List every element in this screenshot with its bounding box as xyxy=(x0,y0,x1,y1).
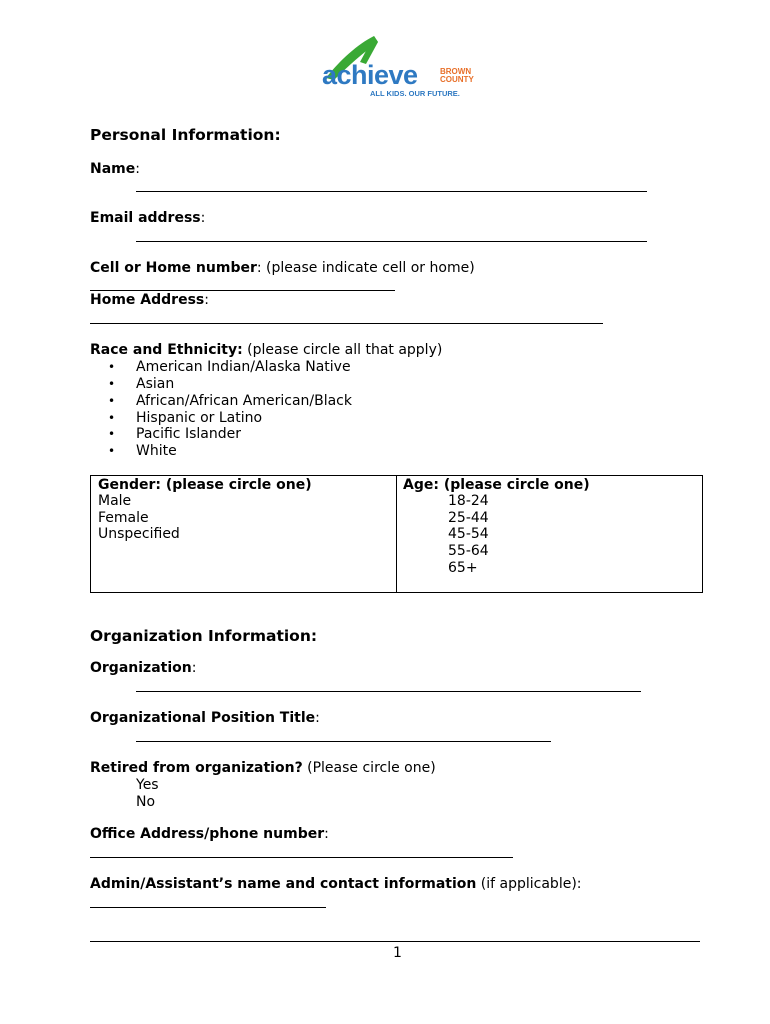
admin-label: Admin/Assistant’s name and contact information xyxy=(90,876,477,892)
address-field[interactable] xyxy=(90,323,603,324)
logo-county-line2: COUNTY xyxy=(440,75,474,84)
office-field[interactable] xyxy=(90,857,513,858)
race-note: (please circle all that apply) xyxy=(242,342,443,358)
gender-header: Gender: (please circle one) xyxy=(98,477,312,493)
logo-word: achieve xyxy=(322,60,418,90)
personal-heading: Personal Information: xyxy=(90,126,281,144)
title-label-row: Organizational Position Title: xyxy=(90,710,320,726)
title-label: Organizational Position Title xyxy=(90,710,316,726)
email-field[interactable] xyxy=(136,241,647,242)
race-option[interactable]: American Indian/Alaska Native xyxy=(136,359,351,375)
race-option[interactable]: White xyxy=(136,443,177,459)
admin-label-row xyxy=(90,876,582,893)
phone-field[interactable] xyxy=(90,290,395,291)
gender-option[interactable]: Unspecified xyxy=(98,526,180,542)
age-header: Age: (please circle one) xyxy=(403,477,590,493)
race-label-row xyxy=(90,342,442,359)
race-option[interactable]: African/African American/Black xyxy=(136,393,352,409)
phone-label-row xyxy=(90,260,475,277)
org-label: Organization xyxy=(90,660,192,676)
bullet-icon: • xyxy=(108,411,116,425)
table-divider xyxy=(396,475,397,593)
address-label: Home Address xyxy=(90,292,205,308)
admin-field[interactable] xyxy=(90,907,326,908)
footer-divider xyxy=(90,941,700,942)
logo-county-line1: BROWN xyxy=(440,67,472,76)
email-label-row: Email address: xyxy=(90,210,206,226)
gender-option[interactable]: Female xyxy=(98,510,149,526)
gender-option[interactable]: Male xyxy=(98,493,132,509)
retired-note: (Please circle one) xyxy=(302,760,436,776)
office-label: Office Address/phone number xyxy=(90,826,325,842)
organization-field[interactable] xyxy=(136,691,641,692)
race-option[interactable]: Pacific Islander xyxy=(136,426,241,442)
organization-heading: Organization Information: xyxy=(90,627,318,645)
bullet-icon: • xyxy=(108,444,116,458)
bullet-icon: • xyxy=(108,377,116,391)
phone-note: : (please indicate cell or home) xyxy=(256,260,475,276)
email-label: Email address xyxy=(90,210,201,226)
age-option[interactable]: 25-44 xyxy=(448,510,489,526)
page-number: 1 xyxy=(393,945,402,961)
logo-tagline: ALL KIDS. OUR FUTURE. xyxy=(370,89,460,98)
name-label-row: Name: xyxy=(90,161,140,177)
race-option[interactable]: Asian xyxy=(136,376,175,392)
retired-label: Retired from organization? xyxy=(90,760,303,776)
bullet-icon: • xyxy=(108,360,116,374)
phone-label: Cell or Home number xyxy=(90,260,257,276)
bullet-icon: • xyxy=(108,427,116,441)
race-label: Race and Ethnicity: xyxy=(90,342,243,358)
position-title-field[interactable] xyxy=(136,741,551,742)
office-label-row: Office Address/phone number: xyxy=(90,826,329,842)
admin-note: (if applicable): xyxy=(476,876,582,892)
org-label-row: Organization: xyxy=(90,660,197,676)
age-option[interactable]: 45-54 xyxy=(448,526,489,542)
race-option[interactable]: Hispanic or Latino xyxy=(136,410,263,426)
bullet-icon: • xyxy=(108,394,116,408)
retired-label-row xyxy=(90,760,436,777)
age-option[interactable]: 55-64 xyxy=(448,543,489,559)
name-field[interactable] xyxy=(136,191,647,192)
retired-option[interactable]: Yes xyxy=(136,777,159,793)
age-option[interactable]: 18-24 xyxy=(448,493,489,509)
age-option[interactable]: 65+ xyxy=(448,560,478,576)
achieve-logo xyxy=(318,34,478,102)
name-label: Name xyxy=(90,161,136,177)
address-label-row: Home Address: xyxy=(90,292,209,308)
retired-option[interactable]: No xyxy=(136,794,156,810)
